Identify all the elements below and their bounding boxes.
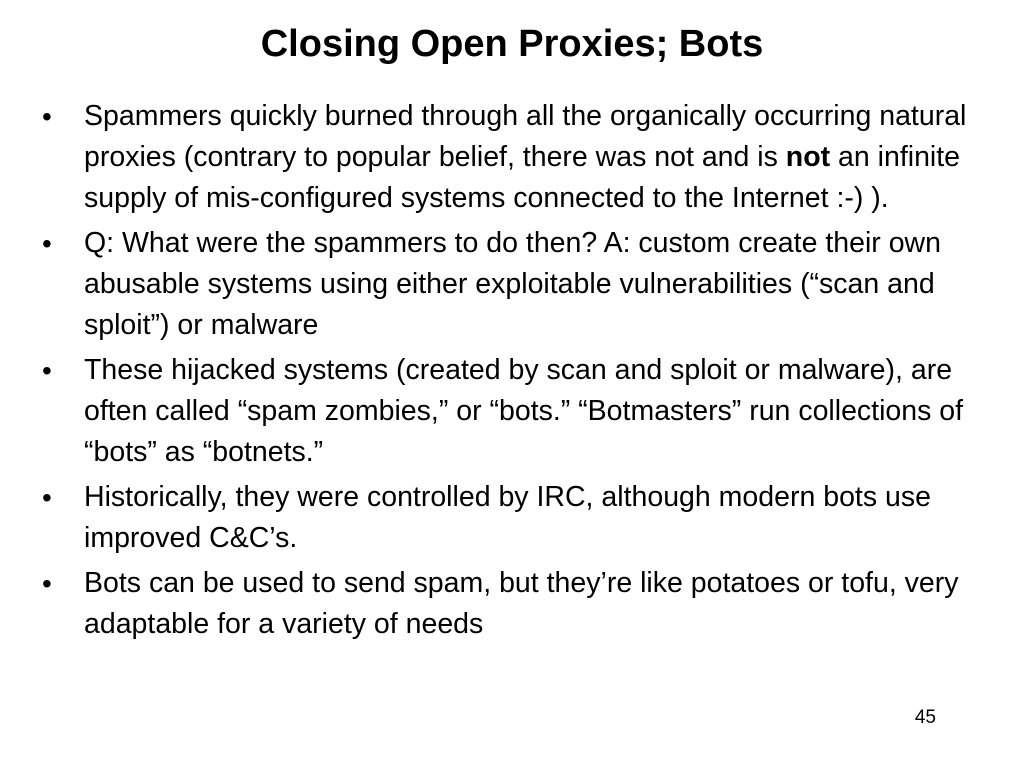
bullet-text: Q: What were the spammers to do then? A: custom create their own abusable systems using either exploitable vulnerabilities (“scan and sploit”) or malware <box>84 227 941 341</box>
slide-title: Closing Open Proxies; Bots <box>260 23 764 65</box>
bullet-icon: • <box>42 228 52 259</box>
bullet-text: These hijacked systems (created by scan and sploit or malware), are often called “spam zombies,” or “bots.” “Botmasters” run collections of “bots” as “botnets.” <box>84 354 964 468</box>
bullet-icon: • <box>42 568 52 599</box>
bullet-icon: • <box>42 101 52 132</box>
bullet-text-part: Spammers quickly burned through all the organically occurring natural proxies (contrary to popular belief, there was not and is <box>84 100 967 173</box>
bullet-text <box>84 100 966 214</box>
bullet-icon: • <box>42 355 52 386</box>
bullet-list <box>40 96 980 649</box>
bullet-text: Bots can be used to send spam, but they’re like potatoes or tofu, very adaptable for a variety of needs <box>84 567 959 640</box>
bullet-item-hijacked <box>40 350 980 473</box>
bullet-item-history <box>40 477 980 559</box>
bullet-text: Historically, they were controlled by IRC, although modern bots use improved C&C’s. <box>84 481 931 554</box>
bullet-icon: • <box>42 482 52 513</box>
bullet-emphasis: not <box>785 141 831 173</box>
bullet-item-question <box>40 223 980 346</box>
bullet-item-uses <box>40 563 980 645</box>
page-number: 45 <box>914 707 936 728</box>
bullet-text-part: an infinite supply of mis-configured systems connected to the Internet :-) ). <box>84 141 961 214</box>
bullet-item-proxies <box>40 96 980 219</box>
